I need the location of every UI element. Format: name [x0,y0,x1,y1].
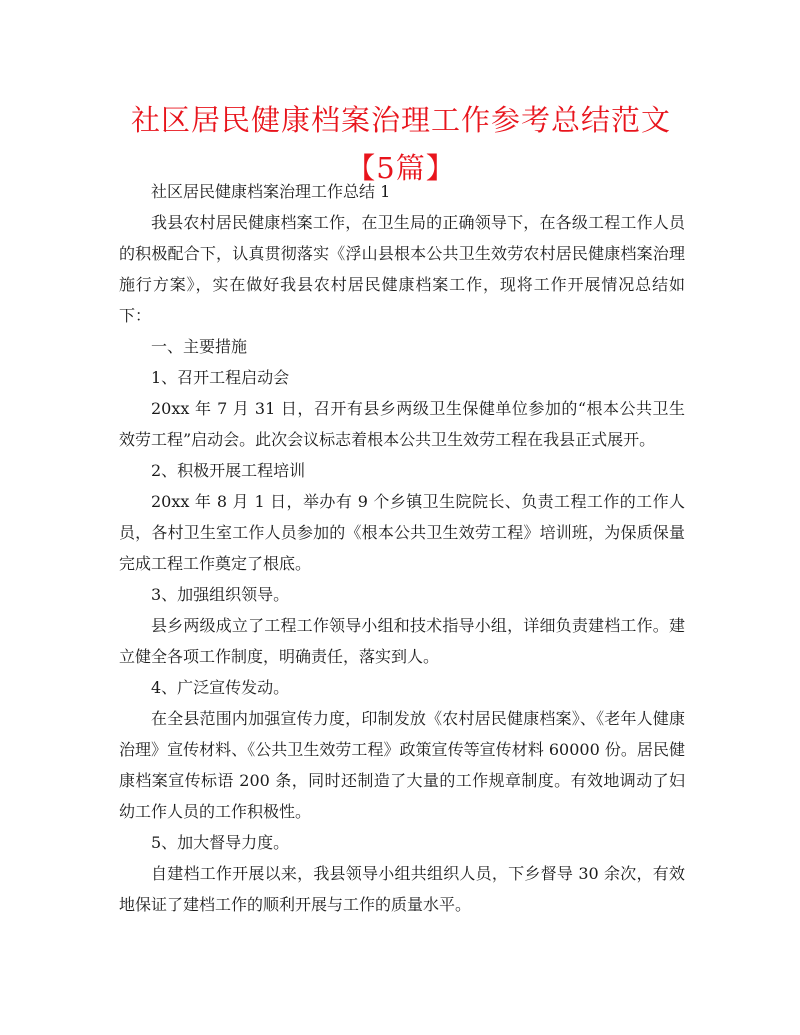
document-body [119,176,685,920]
paragraph: 县乡两级成立了工程工作领导小组和技术指导小组，详细负责建档工作。建立健全各项工作制度，明确责任，落实到人。 [119,616,685,666]
paragraph: 20xx 年 8 月 1 日，举办有 9 个乡镇卫生院院长、负责工程工作的工作人员，各村卫生室工作人员参加的《根本公共卫生效劳工程》培训班，为保质保量完成工程工作奠定了根底。 [119,492,685,573]
subsection-heading: 2、积极开展工程培训 [151,461,306,480]
section-heading: 一、主要措施 [151,337,248,356]
paragraph: 20xx 年 7 月 31 日，召开有县乡两级卫生保健单位参加的“根本公共卫生效劳工程”启动会。此次会议标志着根本公共卫生效劳工程在我县正式展开。 [119,399,685,449]
subsection-heading: 5、加大督导力度。 [151,833,290,852]
subsection-heading: 3、加强组织领导。 [151,585,290,604]
paragraph: 在全县范围内加强宣传力度，印制发放《农村居民健康档案》、《老年人健康治理》宣传材料、《公共卫生效劳工程》政策宣传等宣传材料 60000 份。居民健康档案宣传标语 200 条，同时还制造了大量的工作规章制度。有效地调动了妇幼工作人员的工作积极性。 [119,709,685,821]
paragraph: 我县农村居民健康档案工作，在卫生局的正确领导下，在各级工程工作人员的积极配合下，认真贯彻落实《浮山县根本公共卫生效劳农村居民健康档案治理施行方案》，实在做好我县农村居民健康档案工作，现将工作开展情况总结如下： [119,213,685,325]
document-title: 社区居民健康档案治理工作参考总结范文【5篇】 [130,103,671,185]
subsection-heading: 1、召开工程启动会 [151,368,290,387]
section-heading: 社区居民健康档案治理工作总结 1 [151,182,391,201]
paragraph: 自建档工作开展以来，我县领导小组共组织人员，下乡督导 30 余次，有效地保证了建档工作的顺利开展与工作的质量水平。 [119,864,685,914]
subsection-heading: 4、广泛宣传发动。 [151,678,290,697]
